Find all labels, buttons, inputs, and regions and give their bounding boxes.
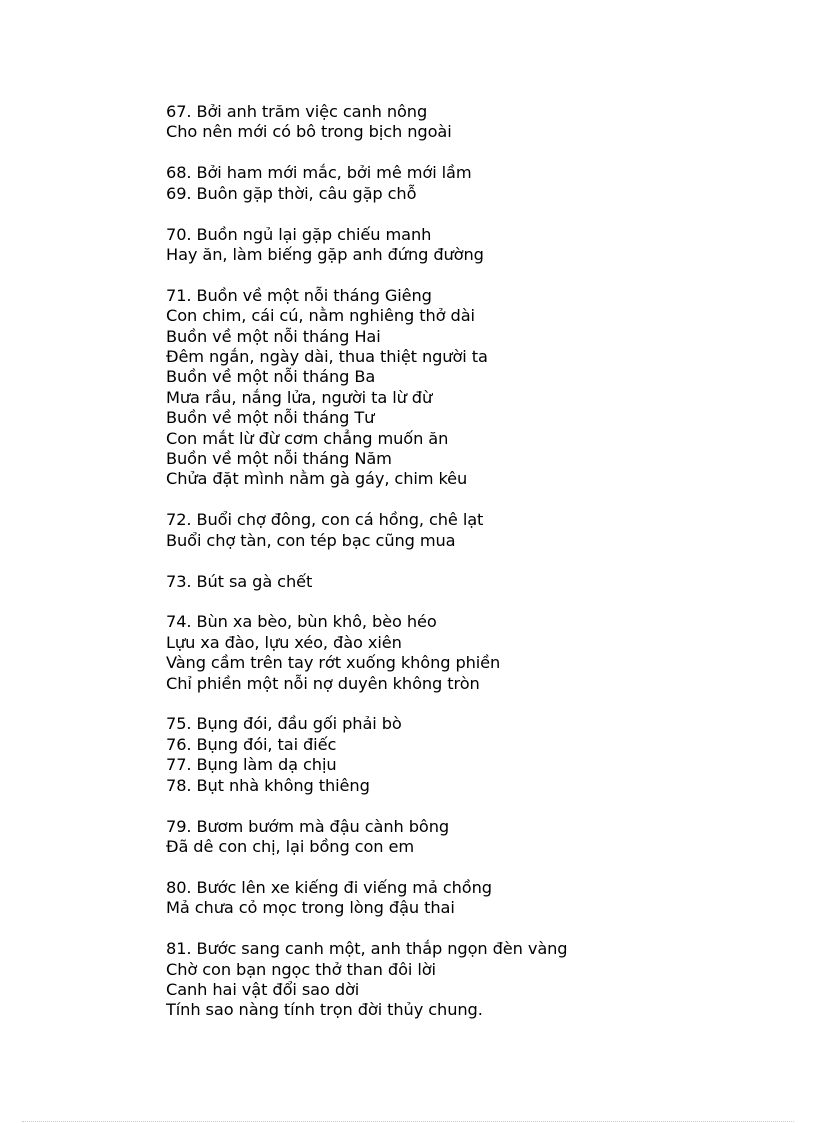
verse-line: Hay ăn, làm biếng gặp anh đứng đường	[166, 244, 484, 264]
verse-line: Cho nên mới có bô trong bịch ngoài	[166, 122, 452, 142]
stanza	[166, 510, 766, 551]
verse-line: 75. Bụng đói, đầu gối phải bò	[166, 714, 402, 734]
verse-line: Vàng cầm trên tay rớt xuống không phiền	[166, 653, 501, 673]
proverb-list	[166, 102, 766, 1041]
stanza	[166, 817, 766, 858]
verse-line: Con mắt lừ đừ cơm chẳng muốn ăn	[166, 428, 449, 448]
verse-line: Chỉ phiền một nỗi nợ duyên không tròn	[166, 673, 480, 693]
stanza	[166, 572, 766, 592]
verse-line: 70. Buồn ngủ lại gặp chiếu manh	[166, 224, 432, 244]
verse-line: 76. Bụng đói, tai điếc	[166, 734, 337, 754]
verse-line: 69. Buôn gặp thời, câu gặp chỗ	[166, 183, 417, 203]
verse-line: 81. Bước sang canh một, anh thắp ngọn đèn vàng	[166, 939, 568, 959]
stanza	[166, 102, 766, 143]
verse-line: Buồn về một nỗi tháng Hai	[166, 326, 381, 346]
verse-line: Buồn về một nỗi tháng Ba	[166, 367, 376, 387]
stanza	[166, 878, 766, 919]
stanza	[166, 612, 766, 694]
verse-line: 80. Bước lên xe kiếng đi viếng mả chồng	[166, 877, 492, 897]
verse-line: 73. Bút sa gà chết	[166, 571, 313, 591]
verse-line: 72. Buổi chợ đông, con cá hồng, chê lạt	[166, 510, 484, 530]
verse-line: 78. Bụt nhà không thiêng	[166, 775, 370, 795]
verse-line: Chửa đặt mình nằm gà gáy, chim kêu	[166, 469, 468, 489]
verse-line: Buổi chợ tàn, con tép bạc cũng mua	[166, 530, 456, 550]
verse-line: 71. Buồn về một nỗi tháng Giêng	[166, 285, 432, 305]
verse-line: Mưa rầu, nắng lửa, người ta lừ đừ	[166, 387, 433, 407]
verse-line: Mả chưa cỏ mọc trong lòng đậu thai	[166, 898, 455, 918]
verse-line: 77. Bụng làm dạ chịu	[166, 755, 337, 775]
stanza	[166, 286, 766, 490]
verse-line: Buồn về một nỗi tháng Tư	[166, 408, 375, 428]
verse-line: Buồn về một nỗi tháng Năm	[166, 448, 392, 468]
verse-line: Tính sao nàng tính trọn đời thủy chung.	[166, 1000, 483, 1020]
verse-line: 68. Bởi ham mới mắc, bởi mê mới lầm	[166, 163, 472, 183]
stanza	[166, 163, 766, 204]
verse-line: Đêm ngắn, ngày dài, thua thiệt người ta	[166, 347, 488, 367]
verse-line: Canh hai vật đổi sao dời	[166, 979, 360, 999]
verse-line: Con chim, cái cú, nằm nghiêng thở dài	[166, 306, 475, 326]
page-bottom-divider	[22, 1121, 794, 1122]
stanza	[166, 939, 766, 1021]
verse-line: 74. Bùn xa bèo, bùn khô, bèo héo	[166, 612, 437, 632]
verse-line: 67. Bởi anh trăm việc canh nông	[166, 102, 428, 121]
verse-line: 79. Bươm bướm mà đậu cành bông	[166, 816, 450, 836]
verse-line: Chờ con bạn ngọc thở than đôi lời	[166, 959, 436, 979]
stanza	[166, 225, 766, 266]
verse-line: Đã dê con chị, lại bồng con em	[166, 836, 415, 856]
stanza	[166, 714, 766, 796]
verse-line: Lựu xa đào, lựu xéo, đào xiên	[166, 632, 402, 652]
